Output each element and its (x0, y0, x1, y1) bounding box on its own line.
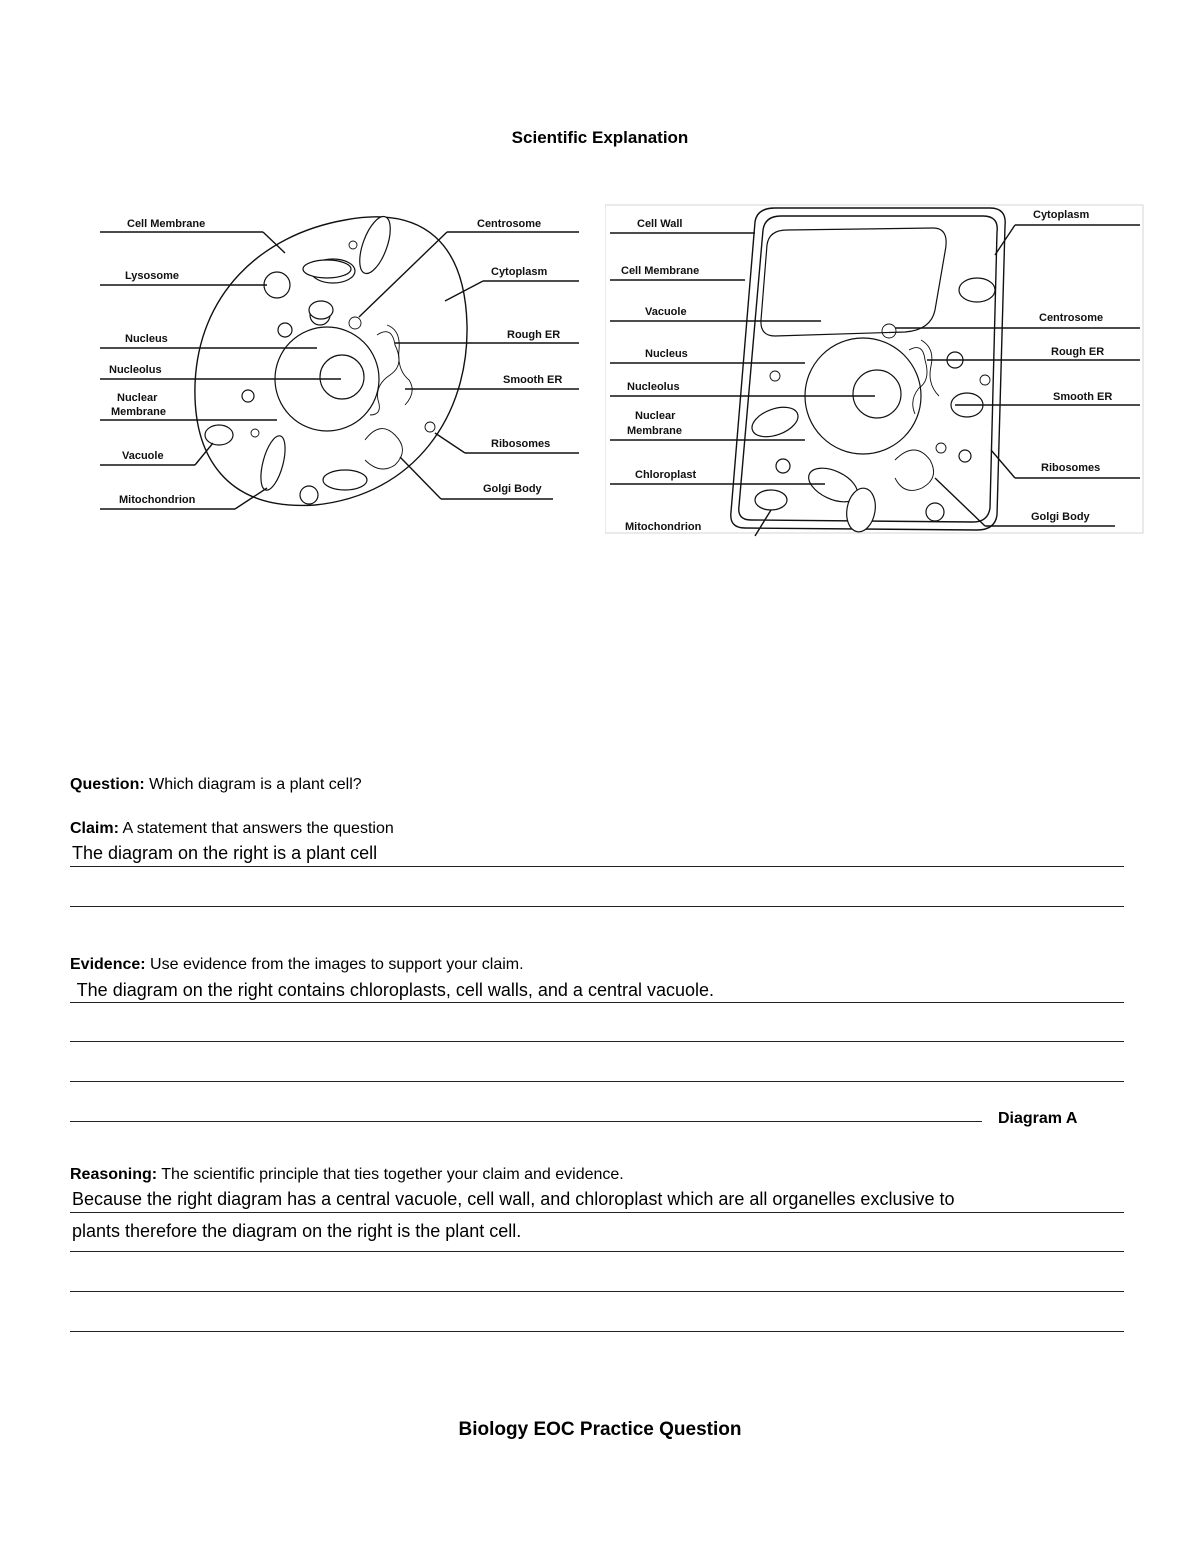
animal-label-nucleus: Nucleus (125, 333, 168, 345)
answer-line (70, 906, 1124, 907)
reasoning-label: Reasoning: (70, 1166, 158, 1183)
animal-lysosome-shape (264, 272, 290, 298)
page-title: Scientific Explanation (511, 128, 689, 147)
plant-label-cell-wall: Cell Wall (637, 218, 683, 230)
animal-mitochondrion-shape (353, 213, 396, 278)
plant-cell-diagram (605, 200, 1145, 540)
animal-label-nucleolus: Nucleolus (109, 364, 162, 376)
claim-prompt-line (70, 820, 394, 838)
question-text: Which diagram is a plant cell? (144, 776, 362, 793)
animal-cell-diagram (95, 205, 585, 515)
reasoning-prompt: The scientific principle that ties together your claim and evidence. (157, 1166, 624, 1183)
answer-line (70, 1291, 1124, 1292)
plant-label-ribosomes: Ribosomes (1041, 462, 1101, 474)
animal-label-cell-membrane: Cell Membrane (127, 218, 206, 230)
diagram-a-label: Diagram A (998, 1110, 1078, 1127)
answer-line (70, 866, 1124, 867)
plant-label-nucleolus: Nucleolus (627, 381, 680, 393)
plant-nucleolus-shape (853, 370, 901, 418)
answer-line (70, 1002, 1124, 1003)
animal-nucleolus-shape (320, 355, 364, 399)
evidence-answer[interactable]: The diagram on the right contains chloroplasts, cell walls, and a central vacuole. (72, 980, 715, 1000)
reasoning-answer-line-2[interactable]: plants therefore the diagram on the right is the plant cell. (72, 1221, 522, 1241)
claim-answer[interactable]: The diagram on the right is a plant cell (72, 843, 378, 863)
question-label: Question: (70, 776, 145, 793)
plant-label-cell-membrane: Cell Membrane (621, 265, 700, 277)
plant-label-smooth-er: Smooth ER (1053, 391, 1113, 403)
animal-vacuole-shape (205, 425, 233, 445)
plant-vacuole-shape (761, 228, 946, 336)
answer-line (70, 1251, 1124, 1252)
plant-label-golgi-body: Golgi Body (1031, 511, 1090, 523)
answer-line (70, 1212, 1124, 1213)
plant-chloroplast-shape (748, 402, 802, 443)
answer-line (70, 1121, 982, 1122)
animal-label-mitochondrion: Mitochondrion (119, 494, 196, 506)
plant-label-rough-er: Rough ER (1051, 346, 1105, 358)
reasoning-prompt-line (70, 1166, 624, 1184)
animal-golgi-shape (365, 429, 403, 469)
answer-line (70, 1081, 1124, 1082)
animal-label-lysosome: Lysosome (125, 270, 180, 282)
plant-label-nuclear-membrane-1: Nuclear (635, 410, 676, 422)
evidence-label: Evidence: (70, 956, 146, 973)
claim-label: Claim: (70, 820, 119, 837)
plant-label-nucleus: Nucleus (645, 348, 688, 360)
claim-prompt: A statement that answers the question (118, 820, 394, 837)
question-line (70, 776, 362, 794)
plant-golgi-shape (895, 450, 934, 490)
animal-label-nuclear-membrane-2: Membrane (111, 406, 167, 418)
animal-label-smooth-er: Smooth ER (503, 374, 563, 386)
plant-label-mitochondrion: Mitochondrion (625, 521, 702, 533)
animal-label-centrosome: Centrosome (477, 218, 542, 230)
reasoning-answer-line-1[interactable]: Because the right diagram has a central vacuole, cell wall, and chloroplast which are all organelles exclusive to (72, 1189, 955, 1209)
plant-label-nuclear-membrane-2: Membrane (627, 425, 683, 437)
animal-label-rough-er: Rough ER (507, 329, 561, 341)
footer-title: Biology EOC Practice Question (458, 1419, 742, 1440)
evidence-prompt-line (70, 956, 524, 974)
answer-line (70, 1041, 1124, 1042)
plant-label-vacuole: Vacuole (645, 306, 687, 318)
animal-label-cytoplasm: Cytoplasm (491, 266, 548, 278)
plant-label-cytoplasm: Cytoplasm (1033, 209, 1090, 221)
plant-label-chloroplast: Chloroplast (635, 469, 697, 481)
plant-label-centrosome: Centrosome (1039, 312, 1104, 324)
animal-label-vacuole: Vacuole (122, 450, 164, 462)
animal-label-ribosomes: Ribosomes (491, 438, 551, 450)
animal-label-golgi-body: Golgi Body (483, 483, 542, 495)
evidence-prompt: Use evidence from the images to support your claim. (145, 956, 524, 973)
answer-line (70, 1331, 1124, 1332)
animal-label-nuclear-membrane-1: Nuclear (117, 392, 158, 404)
